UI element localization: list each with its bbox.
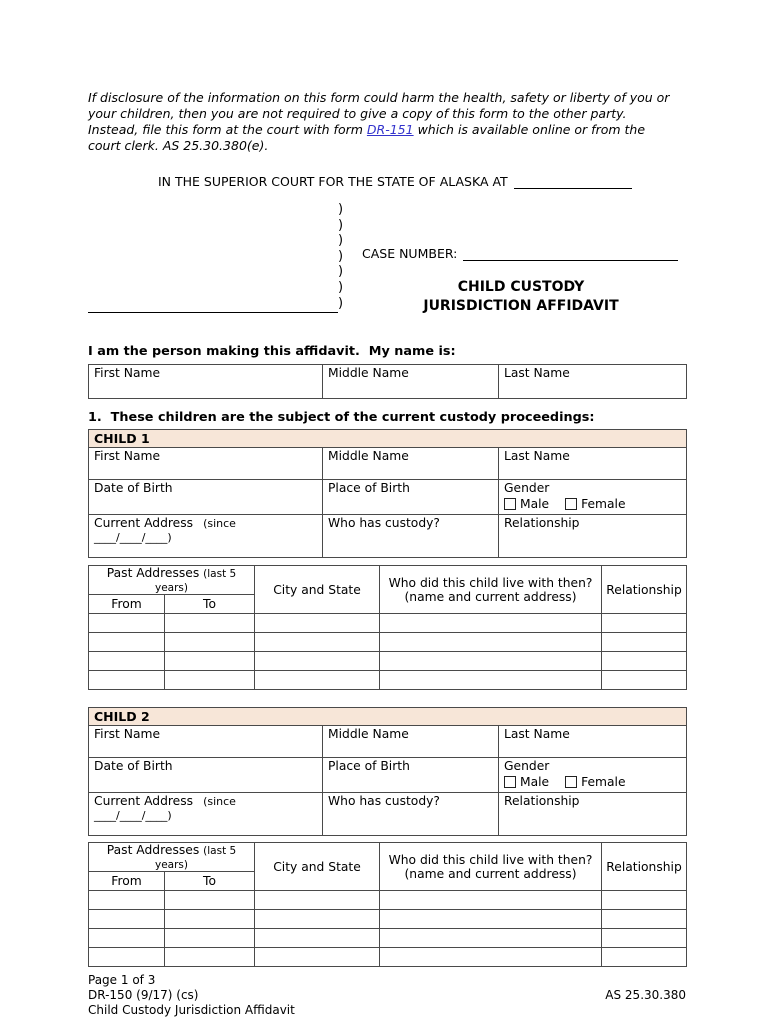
to-cell[interactable] [165,891,255,910]
statute-reference: AS 25.30.380 [605,988,686,1002]
last-5-years-note: (last 5 years) [155,568,237,594]
dr-151-link[interactable]: DR-151 [366,122,414,137]
from-cell[interactable] [89,929,165,948]
from-header: From [89,872,165,891]
child1-first-name-cell[interactable] [89,448,323,480]
who-lived-with-cell[interactable] [380,948,602,967]
relationship-header: Relationship [602,843,687,891]
caption-paren: ) [338,295,344,311]
relationship-header: Relationship [602,566,687,614]
middle-name-label: Middle Name [328,366,409,380]
relationship-cell[interactable] [602,910,687,929]
who-lived-with-cell[interactable] [380,652,602,671]
last-name-label: Last Name [504,727,570,741]
case-number-blank[interactable] [463,248,678,261]
who-lived-with-cell[interactable] [380,614,602,633]
who-lived-with-cell[interactable] [380,633,602,652]
child1-header: CHILD 1 [89,430,687,448]
child1-middle-name-cell[interactable] [323,448,499,480]
female-checkbox[interactable] [565,498,577,510]
since-note: (since ____/____/____) [94,795,236,822]
court-header [88,174,686,189]
city-state-header: City and State [255,566,380,614]
child1-current-address-cell[interactable] [89,515,323,558]
middle-name-label: Middle Name [328,727,409,741]
child2-first-name-cell[interactable] [89,726,323,758]
male-label: Male [520,497,550,511]
to-cell[interactable] [165,671,255,690]
city-state-cell[interactable] [255,948,380,967]
who-lived-with-header: Who did this child live with then? (name and current address) [380,843,602,891]
from-cell[interactable] [89,614,165,633]
child2-gender-cell [499,758,687,793]
past-address-row [89,910,687,929]
city-state-cell[interactable] [255,929,380,948]
since-note: (since ____/____/____) [94,517,236,544]
from-cell[interactable] [89,633,165,652]
city-state-cell[interactable] [255,910,380,929]
date-of-birth-label: Date of Birth [94,759,173,773]
place-of-birth-label: Place of Birth [328,481,410,495]
past-address-row [89,652,687,671]
male-option [504,775,549,789]
disclosure-notice [88,90,680,154]
child2-relationship-cell[interactable] [499,793,687,836]
gender-label: Gender [504,481,550,495]
relationship-cell[interactable] [602,891,687,910]
section1-heading: 1. These children are the subject of the current custody proceedings: [88,410,595,425]
who-has-custody-label: Who has custody? [328,516,440,530]
place-of-birth-label: Place of Birth [328,759,410,773]
child1-last-name-cell[interactable] [499,448,687,480]
female-label: Female [581,775,626,789]
child1-dob-cell[interactable] [89,480,323,515]
last-5-years-note: (last 5 years) [155,845,237,871]
past-address-row [89,929,687,948]
child1-custody-cell[interactable] [323,515,499,558]
relationship-cell[interactable] [602,929,687,948]
from-cell[interactable] [89,671,165,690]
form-number: DR-150 (9/17) (cs) [88,988,199,1002]
city-state-cell[interactable] [255,633,380,652]
caption-paren: ) [338,217,344,233]
caption-paren: ) [338,202,344,217]
case-caption [88,202,686,317]
affiant-heading: I am the person making this affidavit. My name is: [88,344,456,359]
page-footer [88,973,686,1018]
who-lived-with-header: Who did this child live with then? (name and current address) [380,566,602,614]
affiant-last-name-cell[interactable] [499,365,687,399]
affiant-middle-name-cell[interactable] [323,365,499,399]
to-cell[interactable] [165,652,255,671]
city-state-cell[interactable] [255,652,380,671]
who-lived-with-cell[interactable] [380,929,602,948]
party-name-blank[interactable] [88,301,338,313]
current-address-label: Current Address [94,794,194,808]
footer-form-title: Child Custody Jurisdiction Affidavit [88,1003,295,1017]
first-name-label: First Name [94,727,161,741]
to-cell[interactable] [165,614,255,633]
past-address-row [89,948,687,967]
male-label: Male [520,775,550,789]
last-name-label: Last Name [504,449,570,463]
child2-dob-cell[interactable] [89,758,323,793]
middle-name-label: Middle Name [328,449,409,463]
disclosure-text-after: which is available online or from the court clerk. AS 25.30.380(e). [88,122,650,153]
relationship-cell[interactable] [602,614,687,633]
caption-paren: ) [338,264,344,280]
affiant-name-table [88,364,687,399]
who-has-custody-label: Who has custody? [328,794,440,808]
from-cell[interactable] [89,652,165,671]
relationship-label: Relationship [504,794,580,808]
to-cell[interactable] [165,929,255,948]
current-address-label: Current Address [94,516,194,530]
caption-paren: ) [338,248,344,264]
who-lived-with-cell[interactable] [380,671,602,690]
first-name-label: First Name [94,366,161,380]
date-of-birth-label: Date of Birth [94,481,173,495]
child1-relationship-cell[interactable] [499,515,687,558]
to-cell[interactable] [165,948,255,967]
female-option [565,497,625,511]
relationship-cell[interactable] [602,652,687,671]
to-cell[interactable] [165,910,255,929]
form-title [376,278,666,316]
city-state-cell[interactable] [255,614,380,633]
past-address-row [89,633,687,652]
page-number: Page 1 of 3 [88,973,156,987]
child1-pob-cell[interactable] [323,480,499,515]
relationship-label: Relationship [504,516,580,530]
male-checkbox[interactable] [504,498,516,510]
child2-middle-name-cell[interactable] [323,726,499,758]
case-number-row [362,246,678,261]
who-lived-with-cell[interactable] [380,910,602,929]
child2-last-name-cell[interactable] [499,726,687,758]
city-state-cell[interactable] [255,891,380,910]
who-lived-with-cell[interactable] [380,891,602,910]
male-checkbox[interactable] [504,776,516,788]
child2-table [88,707,687,836]
past-addresses-header: Past Addresses (last 5 years) [89,566,255,595]
from-cell[interactable] [89,948,165,967]
past-address-row [89,891,687,910]
child1-gender-cell [499,480,687,515]
form-title-line2: JURISDICTION AFFIDAVIT [423,298,619,314]
from-cell[interactable] [89,891,165,910]
first-name-label: First Name [94,449,161,463]
relationship-cell[interactable] [602,671,687,690]
city-state-cell[interactable] [255,671,380,690]
court-header-text: IN THE SUPERIOR COURT FOR THE STATE OF ALASKA AT [158,174,508,189]
child2-custody-cell[interactable] [323,793,499,836]
to-header: To [165,872,255,891]
caption-paren: ) [338,279,344,295]
to-header: To [165,595,255,614]
gender-label: Gender [504,759,550,773]
from-header: From [89,595,165,614]
child1-past-addresses-table [88,565,687,690]
past-address-row [89,614,687,633]
past-address-row [89,671,687,690]
past-addresses-header: Past Addresses (last 5 years) [89,843,255,872]
female-option [565,775,625,789]
male-option [504,497,549,511]
female-checkbox[interactable] [565,776,577,788]
form-title-line1: CHILD CUSTODY [457,279,585,295]
child2-pob-cell[interactable] [323,758,499,793]
case-number-label: CASE NUMBER: [362,246,458,261]
child2-header: CHILD 2 [89,708,687,726]
relationship-cell[interactable] [602,633,687,652]
caption-paren: ) [338,233,344,249]
child1-table [88,429,687,558]
caption-paren-stack [338,202,343,311]
last-name-label: Last Name [504,366,570,380]
child2-current-address-cell[interactable] [89,793,323,836]
female-label: Female [581,497,626,511]
relationship-cell[interactable] [602,948,687,967]
from-cell[interactable] [89,910,165,929]
city-state-header: City and State [255,843,380,891]
court-location-blank[interactable] [514,175,632,189]
child2-past-addresses-table [88,842,687,967]
affiant-first-name-cell[interactable] [89,365,323,399]
disclosure-text-before: If disclosure of the information on this form could harm the health, safety or liberty of you or your children, then you are not required to give a copy of this form to the other party. Instead, file this form at the court with form [88,90,674,137]
to-cell[interactable] [165,633,255,652]
